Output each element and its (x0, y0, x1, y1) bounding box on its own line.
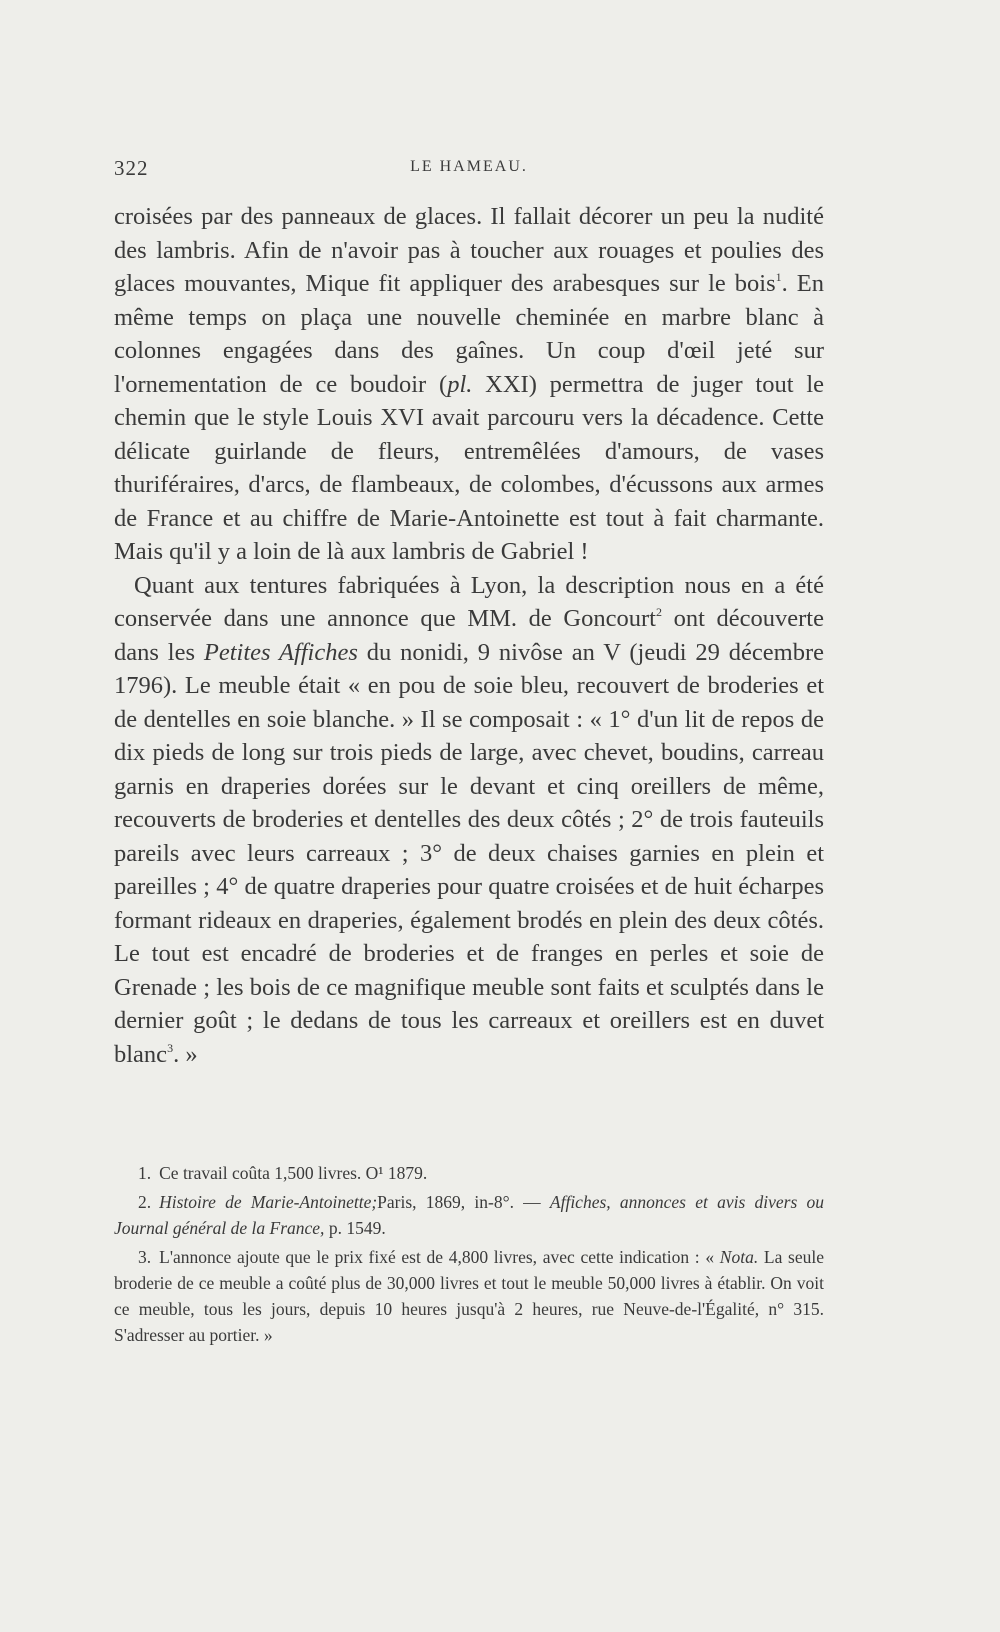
paragraph-1 (114, 200, 824, 569)
footnote-3-text-a: L'annonce ajoute que le prix fixé est de 4,800 livres, avec cette indication : « (159, 1247, 720, 1267)
paragraph-1-text-b: . En même temps on plaça une nouvelle cheminée en marbre blanc à colonnes engagées dans des gaînes. Un coup d'œil jeté sur l'ornementation de ce boudoir ( (114, 270, 824, 398)
plate-abbreviation: pl. (447, 370, 473, 398)
footnotes (114, 1160, 824, 1351)
page-number: 322 (114, 156, 149, 180)
footnote-2-book-title: Histoire de Marie-Antoinette; (159, 1192, 378, 1212)
footnote-2-journal-title: Affiches, annonces et avis divers ou Journal général de la France, (114, 1192, 824, 1238)
footnote-ref-1: 1 (775, 270, 782, 284)
footnote-2-marker: 2. (138, 1192, 152, 1212)
footnote-2-text-b: p. 1549. (324, 1218, 386, 1238)
body-text (114, 200, 824, 1071)
paragraph-2-text-d: . » (173, 1040, 198, 1068)
paragraph-2-text-c: du nonidi, 9 nivôse an V (jeudi 29 décembre 1796). Le meuble était « en pou de soie bleu, recouvert de broderies et de dentelles en soie blanche. » Il se composait : « 1° d'un lit de repos de dix pieds de long sur trois pieds de large, avec chevet, boudins, carreau garnis en draperies dorées sur le devant et cinq oreillers de même, recouverts de broderies et dentelles des deux côtés ; 2° de trois fauteuils pareils avec leurs carreaux ; 3° de deux chaises garnies en plein et pareilles ; 4° de quatre draperies pour quatre croisées et de huit écharpes formant rideaux en draperies, également brodés en plein des deux côtés. Le tout est encadré de broderies et de franges en perles et soie de Grenade ; les bois de ce magnifique meuble sont faits et sculptés dans le dernier goût ; le dedans de tous les carreaux et oreillers est en duvet blanc (114, 638, 825, 1068)
footnote-2-text-a: Paris, 1869, in-8°. — (377, 1192, 550, 1212)
footnote-3 (114, 1244, 824, 1348)
paragraph-1-text-a: croisées par des panneaux de glaces. Il fallait décorer un peu la nudité des lambris. Afin de n'avoir pas à toucher aux rouages et poulies des glaces mouvantes, Mique fit appliquer des arabesques sur le bois (114, 203, 824, 297)
paragraph-2-text-b: ont découverte dans les (114, 605, 824, 666)
footnote-1 (114, 1160, 824, 1186)
running-title: LE HAMEAU. (410, 158, 528, 175)
footnote-2 (114, 1189, 824, 1241)
paragraph-2 (114, 569, 824, 1072)
paragraph-1-text-c: XXI) permettra de juger tout le chemin que le style Louis XVI avait parcouru vers la décadence. Cette délicate guirlande de fleurs, entremêlées d'amours, de vases thuriféraires, d'arcs, de flambeaux, de colombes, d'écussons aux armes de France et au chiffre de Marie-Antoinette est tout à fait charmante. Mais qu'il y a loin de là aux lambris de Gabriel ! (114, 370, 824, 565)
footnote-ref-3: 3 (167, 1040, 174, 1055)
footnote-3-marker: 3. (138, 1247, 152, 1267)
footnote-3-text-b: La seule broderie de ce meuble a coûté plus de 30,000 livres et tout le meuble 50,000 livres à établir. On voit ce meuble, tous les jours, depuis 10 heures jusqu'à 2 heures, rue Neuve-de-l'Égalité, n° 315. S'adresser au portier. » (114, 1247, 824, 1345)
footnote-1-marker: 1. (138, 1163, 152, 1183)
petites-affiches-title: Petites Affiches (203, 638, 358, 666)
footnote-ref-2: 2 (655, 605, 662, 619)
footnote-1-text: Ce travail coûta 1,500 livres. O¹ 1879. (159, 1163, 428, 1183)
paragraph-2-text-a: Quant aux tentures fabriquées à Lyon, la description nous en a été conservée dans une annonce que MM. de Goncourt (114, 571, 824, 632)
running-head (114, 156, 824, 184)
footnote-3-nota: Nota. (719, 1247, 759, 1267)
